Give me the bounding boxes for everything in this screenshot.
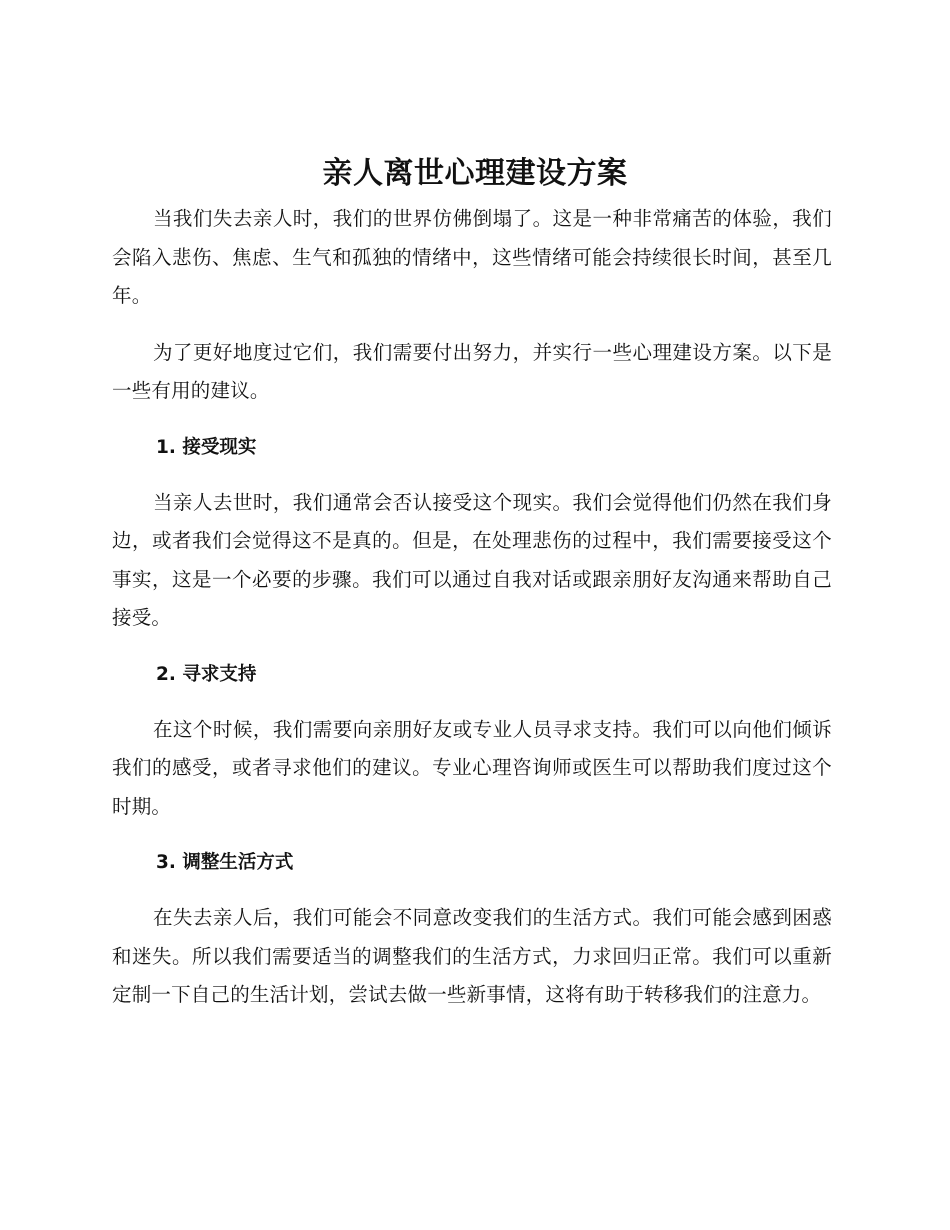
document-body: [112, 200, 832, 1033]
intro-paragraph-1: 当我们失去亲人时，我们的世界仿佛倒塌了。这是一种非常痛苦的体验，我们会陷入悲伤、焦虑、生气和孤独的情绪中，这些情绪可能会持续很长时间，甚至几年。: [112, 207, 832, 307]
section-paragraph-accept-reality: 当亲人去世时，我们通常会否认接受这个现实。我们会觉得他们仍然在我们身边，或者我们会觉得这不是真的。但是，在处理悲伤的过程中，我们需要接受这个事实，这是一个必要的步骤。我们可以通过自我对话或跟亲朋好友沟通来帮助自己接受。: [112, 490, 832, 629]
section-paragraph-adjust-lifestyle: 在失去亲人后，我们可能会不同意改变我们的生活方式。我们可能会感到困惑和迷失。所以我们需要适当的调整我们的生活方式，力求回归正常。我们可以重新定制一下自己的生活计划，尝试去做一些新事情，这将有助于转移我们的注意力。: [112, 906, 832, 1006]
section-heading-accept-reality: 1. 接受现实: [156, 436, 257, 458]
document-title: 亲人离世心理建设方案: [322, 156, 628, 191]
section-heading-adjust-lifestyle: 3. 调整生活方式: [156, 852, 294, 873]
section-paragraph-seek-support: 在这个时候，我们需要向亲朋好友或专业人员寻求支持。我们可以向他们倾诉我们的感受，或者寻求他们的建议。专业心理咨询师或医生可以帮助我们度过这个时期。: [112, 717, 832, 818]
section-heading-seek-support: 2. 寻求支持: [156, 663, 257, 685]
intro-paragraph-2: 为了更好地度过它们，我们需要付出努力，并实行一些心理建设方案。以下是一些有用的建议。: [112, 340, 832, 402]
